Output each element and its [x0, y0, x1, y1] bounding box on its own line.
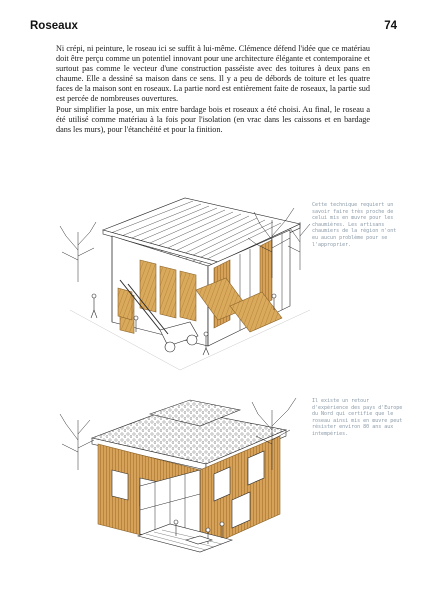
paragraph-1: Ni crépi, ni peinture, le roseau ici se suffit à lui-même. Clémence défend l'idée que ce matériau doit être perçu comme un potentiel innovant pour une architecture élégante et contemporaine et surtout pas comme le vecteur d'une construction passéiste avec des toitures à deux pans en chaume. Elle a dessiné sa maison dans ce sens. Il y a peu de débords de toiture et les quatre faces de la maison sont en roseaux. La partie nord est entièrement faite de roseaux, la partie sud est percée de nombreuses ouvertures.: [56, 44, 370, 104]
annotation-note-2: Il existe un retour d'expérience des pays d'Europe du Nord qui certifie que le roseau ainsi mis en œuvre peut résister environ 80 ans aux intempéries.: [312, 398, 403, 437]
paragraph-2: Pour simplifier la pose, un mix entre bardage bois et roseaux a été choisi. Au final, le roseau a été utilisé comme matériau à la fois pour l'isolation (en vrac dans les caissons et en bardage dans les murs), pour l'étanchéité et pour la finition.: [56, 104, 370, 134]
annotation-note-1: Cette technique requiert un savoir faire très proche de celui mis en œuvre pour les chaumières. Les artisans chaumiers de la région n'ont eu aucun problème pour se l'approprier.: [312, 202, 397, 248]
page-title: Roseaux: [30, 20, 78, 32]
finished-house-drawing: [60, 398, 296, 552]
construction-drawing: [60, 198, 310, 370]
page-number: 74: [384, 20, 397, 32]
